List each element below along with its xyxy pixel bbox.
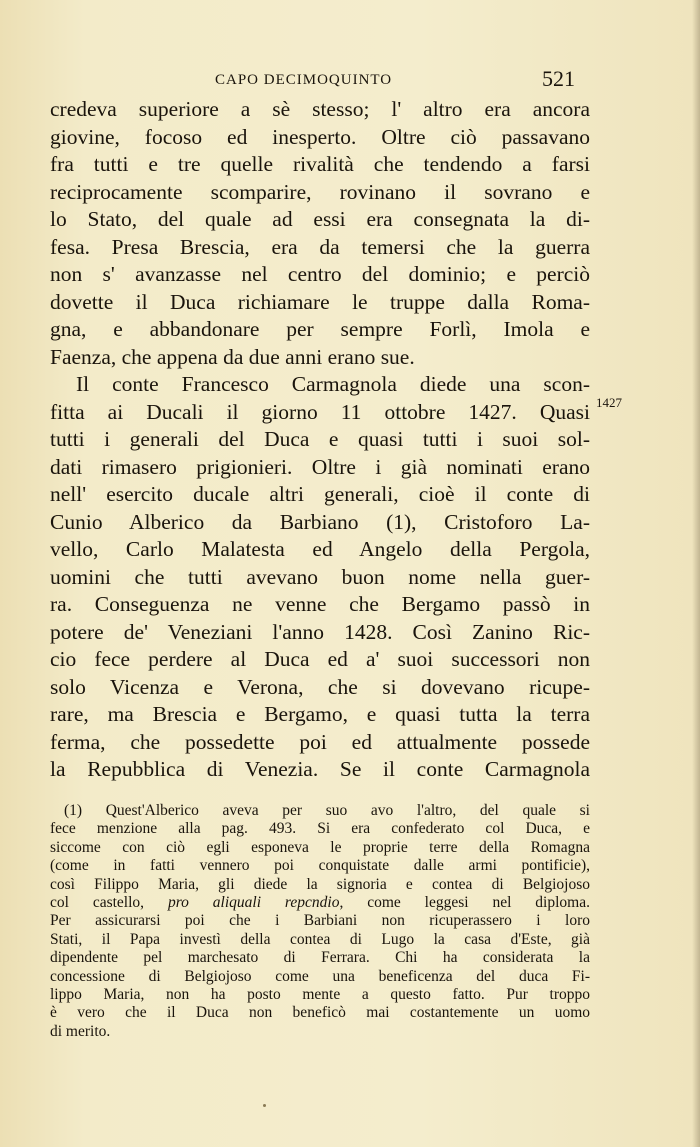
ink-speck xyxy=(263,1104,266,1107)
footnote-line: è vero che il Duca non beneficò mai costantemente un uomo xyxy=(50,1004,590,1022)
text-line: ferma, che possedette poi ed attualmente possede xyxy=(50,729,590,754)
text-line: reciprocamente scomparire, rovinano il sovrano e xyxy=(50,179,590,204)
footnote-line: (come in fatti vennero poi conquistate dalle armi pontificie), xyxy=(50,857,590,875)
text-line: rare, ma Brescia e Bergamo, e quasi tutta la terra xyxy=(50,702,590,726)
footnote-line: Per assicurarsi poi che i Barbiani non ricuperassero i loro xyxy=(50,912,590,930)
footnote-line: lippo Maria, non ha posto mente a questo fatto. Pur troppo xyxy=(50,985,590,1003)
text-line: dovette il Duca richiamare le truppe dalla Roma- xyxy=(50,289,590,314)
running-title: CAPO DECIMOQUINTO xyxy=(215,72,393,88)
main-text xyxy=(50,96,590,784)
text-line: dati rimasero prigionieri. Oltre i già nominati erano xyxy=(50,454,590,479)
footnote-line: siccome con ciò egli esponeva le proprie terre della Romagna xyxy=(50,838,590,856)
text-line: Il conte Francesco Carmagnola diede una scon- xyxy=(76,372,590,396)
page-header xyxy=(0,66,700,94)
text-line: tutti i generali del Duca e quasi tutti i suoi sol- xyxy=(50,427,590,451)
text-line: Faenza, che appena da due anni erano sue. xyxy=(50,344,415,369)
footnote-line: dipendente pel marchesato di Ferrara. Chi ha considerata la xyxy=(50,949,590,967)
footnote-line: così Filippo Maria, gli diede la signoria e contea di Belgiojoso xyxy=(50,875,590,893)
page-edge-shadow xyxy=(692,0,700,1147)
text-line: vello, Carlo Malatesta ed Angelo della Pergola, xyxy=(50,537,590,561)
footnote-line: di merito. xyxy=(50,1022,111,1040)
margin-year-note: 1427 xyxy=(596,395,622,410)
text-line: solo Vicenza e Verona, che si dovevano ricupe- xyxy=(50,674,590,699)
footnote-line: (1) Quest'Alberico aveva per suo avo l'altro, del quale si xyxy=(64,802,590,819)
footnote-line-mixed xyxy=(50,894,590,912)
text-line: non s' avanzasse nel centro del dominio; e perciò xyxy=(50,262,590,286)
text-line: fra tutti e tre quelle rivalità che tendendo a farsi xyxy=(50,152,590,176)
footnote-fragment: col castello, xyxy=(50,893,145,911)
text-line: lo Stato, del quale ad essi era consegnata la di- xyxy=(50,207,590,231)
text-line: gna, e abbandonare per sempre Forlì, Imola e xyxy=(50,317,590,341)
text-line: Cunio Alberico da Barbiano (1), Cristoforo La- xyxy=(50,509,590,534)
text-line: ra. Conseguenza ne venne che Bergamo passò in xyxy=(50,592,590,616)
text-line: uomini che tutti avevano buon nome nella guer- xyxy=(50,564,590,589)
text-line: potere de' Veneziani l'anno 1428. Così Zanino Ric- xyxy=(50,619,590,644)
text-line: credeva superiore a sè stesso; l' altro era ancora xyxy=(50,97,590,121)
text-line: fitta ai Ducali il giorno 11 ottobre 1427. Quasi xyxy=(50,399,590,424)
text-line: fesa. Presa Brescia, era da temersi che la guerra xyxy=(50,234,590,259)
footnote-fragment: , come leggesi nel diploma. xyxy=(339,893,590,911)
text-line: la Repubblica di Venezia. Se il conte Carmagnola xyxy=(50,757,590,781)
footnote-line: fece menzione alla pag. 493. Si era confederato col Duca, e xyxy=(50,820,590,838)
text-line: cio fece perdere al Duca ed a' suoi successori non xyxy=(50,647,590,671)
footnotes xyxy=(50,802,590,1041)
footnote-line: Stati, il Papa investì della contea di Lugo la casa d'Este, già xyxy=(50,930,590,948)
footnote-line: concessione di Belgiojoso come una beneficenza del duca Fi- xyxy=(50,967,590,985)
page-number: 521 xyxy=(542,66,575,91)
text-line: nell' esercito ducale altri generali, cioè il conte di xyxy=(50,482,590,506)
text-line: giovine, focoso ed inesperto. Oltre ciò passavano xyxy=(50,124,590,149)
footnote-italic-phrase: pro aliquali repcndio xyxy=(167,893,340,911)
